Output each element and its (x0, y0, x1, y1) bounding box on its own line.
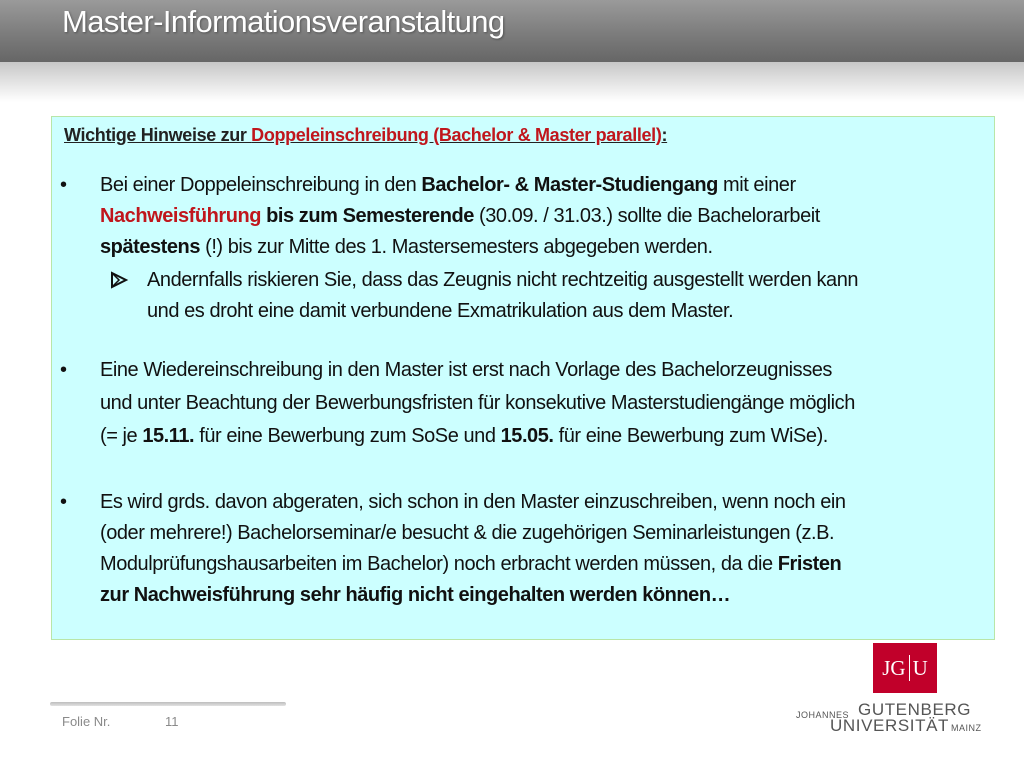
wordmark-johannes: JOHANNES (796, 710, 850, 720)
sub1-line1: Andernfalls riskieren Sie, dass das Zeugnis nicht rechtzeitig ausgestellt werden kann (147, 269, 859, 291)
bullet-icon: • (60, 359, 67, 381)
bullet-item-1 (60, 170, 980, 263)
bullet3-line4: zur Nachweisführung sehr häufig nicht eingehalten werden können… (100, 584, 731, 606)
bullet1-line1: Bei einer Doppeleinschreibung in den Bachelor- & Master-Studiengang mit einer (100, 174, 796, 196)
slide-title: Master-Informationsveranstaltung (62, 4, 505, 39)
sub-bullet-item-1 (147, 265, 987, 327)
bullet1-line2: Nachweisführung bis zum Semesterende (30.09. / 31.03.) sollte die Bachelorarbeit (100, 205, 820, 227)
bullet-item-2 (60, 354, 980, 453)
content-box (51, 116, 995, 640)
heading-plain: Wichtige Hinweise zur (64, 125, 252, 145)
content-heading (64, 125, 667, 146)
slide-number: 11 (165, 714, 179, 729)
jgu-logo-icon (873, 643, 937, 693)
bullet3-line1: Es wird grds. davon abgeraten, sich schon in den Master einzuschreiben, wenn noch ein (100, 491, 846, 513)
bullet-item-3 (60, 487, 980, 611)
logo-u: U (912, 655, 928, 680)
bullet3-line3: Modulprüfungshausarbeiten im Bachelor) noch erbracht werden müssen, da die Fristen (100, 553, 842, 575)
wordmark-universitaet: UNIVERSITÄT (830, 716, 950, 735)
bullet-icon: • (60, 491, 67, 513)
arrow-bullet-icon (109, 269, 131, 291)
heading-colon: : (661, 125, 668, 145)
wordmark-mainz: MAINZ (951, 723, 982, 733)
bullet1-line3: spätestens (!) bis zur Mitte des 1. Mastersemesters abgegeben werden. (100, 236, 713, 258)
logo-jg: JG (882, 655, 906, 680)
bullet-icon: • (60, 174, 67, 196)
title-shadow (0, 62, 1024, 102)
wordmark-row2 (830, 716, 982, 736)
sub1-line2: und es droht eine damit verbundene Exmatrikulation aus dem Master. (147, 300, 734, 322)
bullet2-line1: Eine Wiedereinschreibung in den Master ist erst nach Vorlage des Bachelorzeugnisses (100, 359, 832, 381)
bullet2-line2: und unter Beachtung der Bewerbungsfristen für konsekutive Masterstudiengänge möglich (100, 392, 855, 414)
footer-divider (50, 702, 286, 706)
bullet3-line2: (oder mehrere!) Bachelorseminar/e besucht & die zugehörigen Seminarleistungen (z.B. (100, 522, 835, 544)
bullet2-line3: (= je 15.11. für eine Bewerbung zum SoSe und 15.05. für eine Bewerbung zum WiSe). (100, 425, 828, 447)
footer-label: Folie Nr. (62, 714, 111, 729)
heading-highlight: Doppeleinschreibung (Bachelor & Master parallel) (251, 125, 662, 145)
wordmark-gutenberg: GUTENBERG (858, 700, 972, 719)
logo-separator (909, 655, 910, 681)
